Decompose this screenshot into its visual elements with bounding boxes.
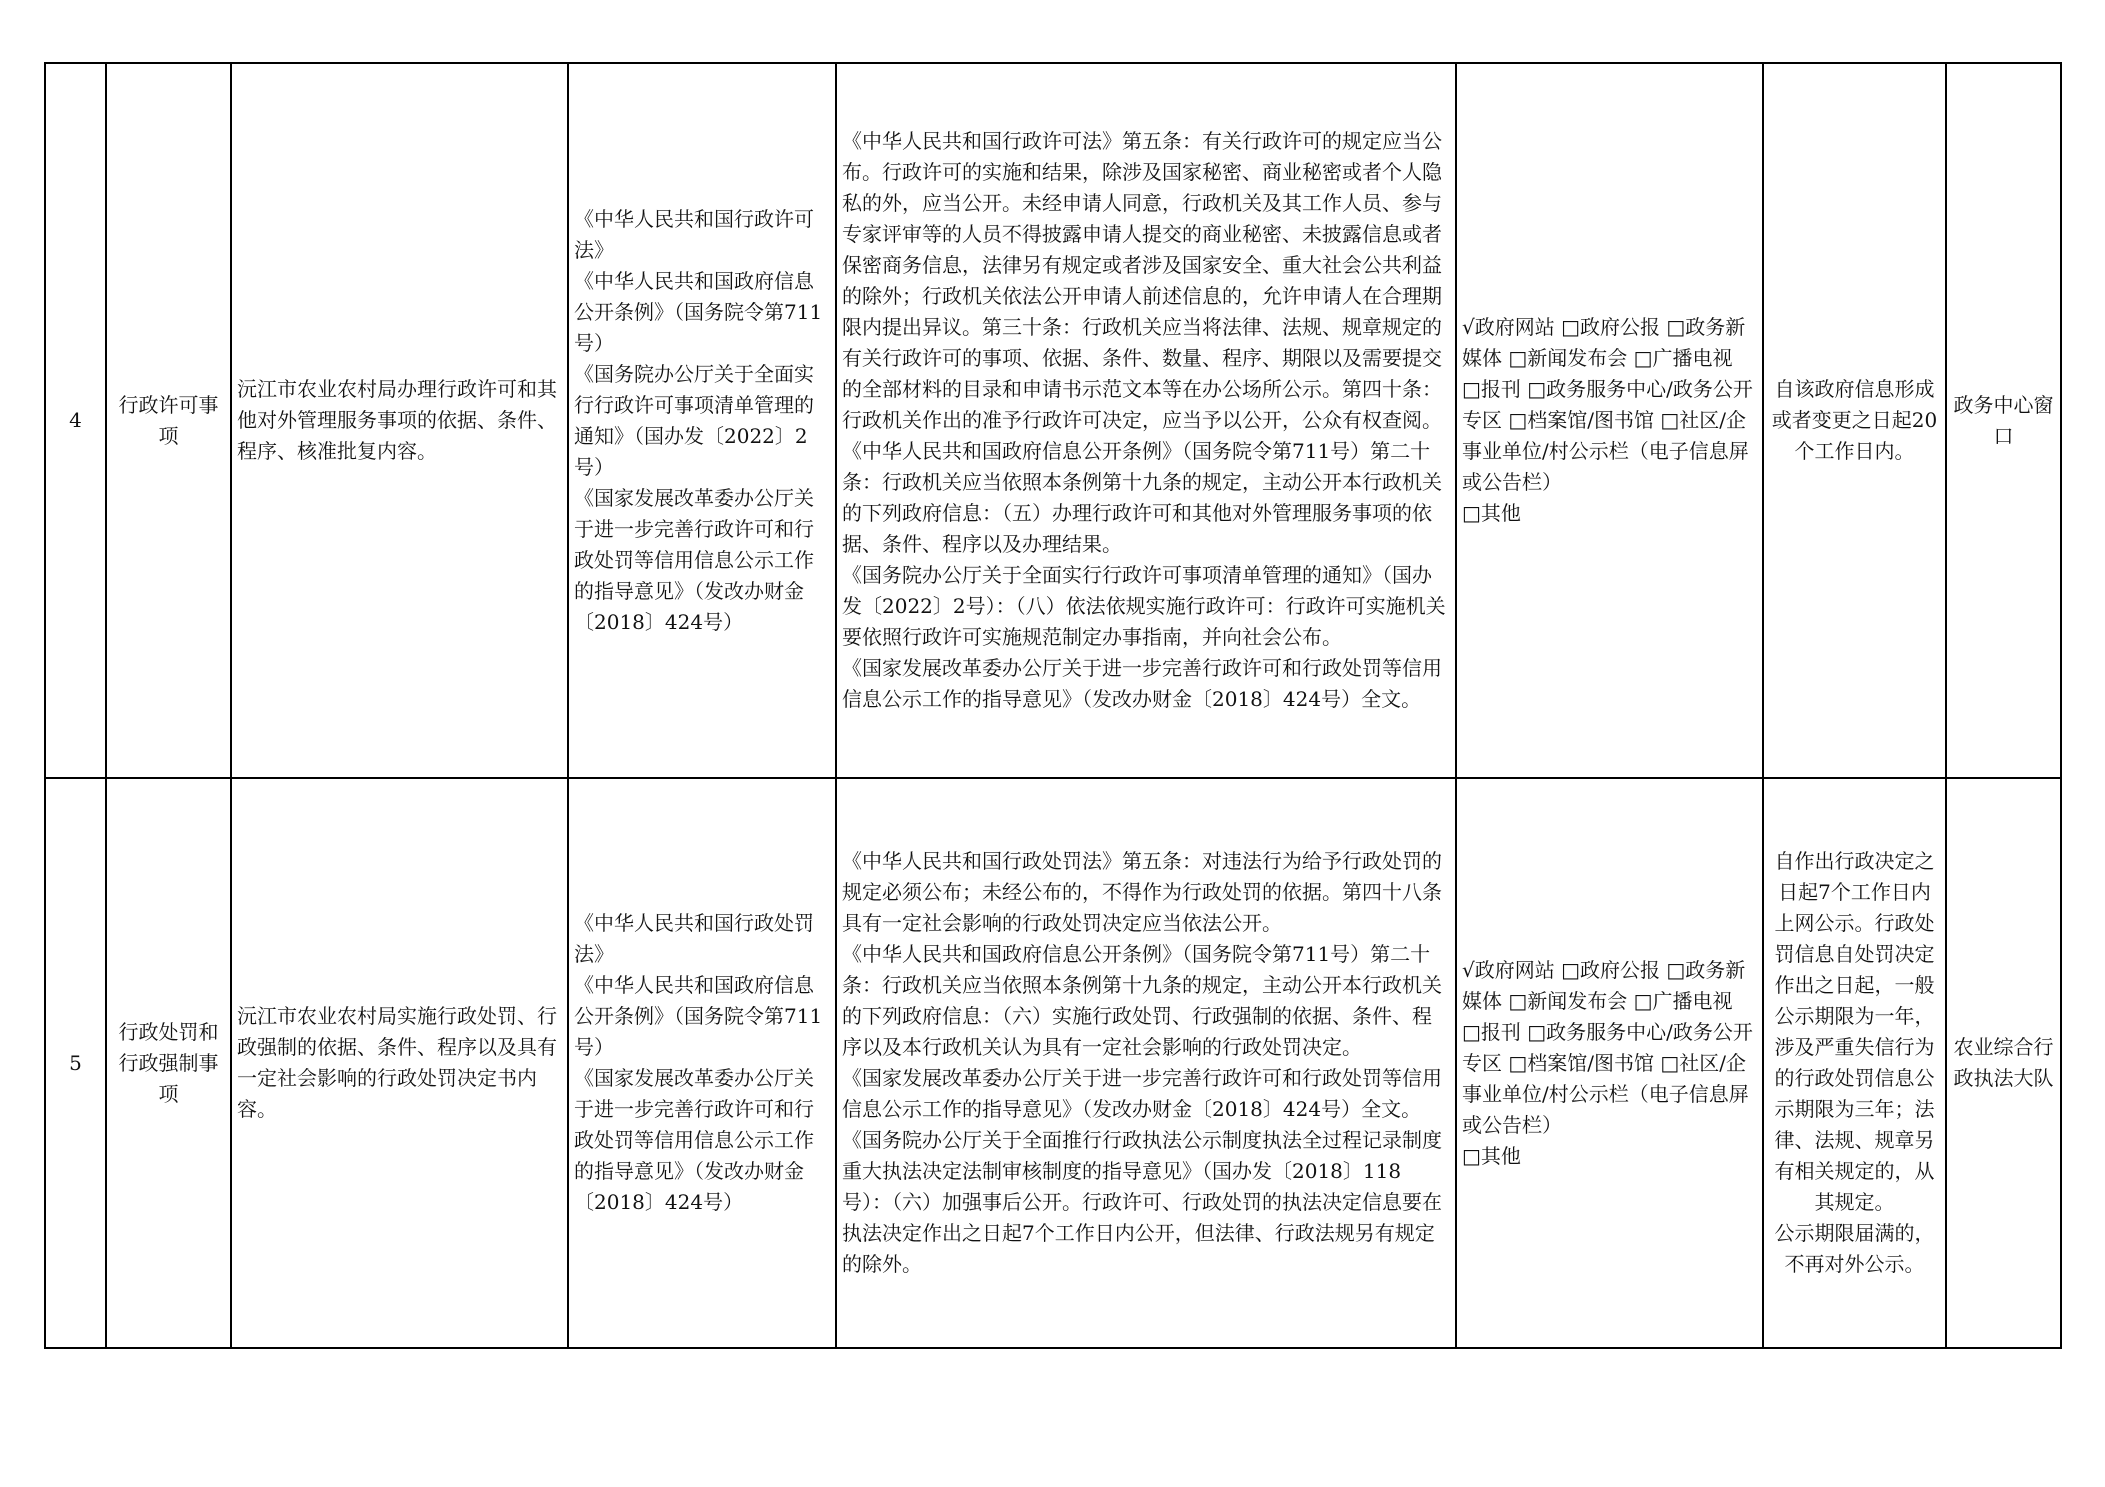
basis-line: 《国家发展改革委办公厅关于进一步完善行政许可和行政处罚等信用信息公示工作的指导意见》（发改办财金〔2018〕424号） bbox=[574, 485, 814, 634]
disclosure-content: 沅江市农业农村局办理行政许可和其他对外管理服务事项的依据、条件、程序、核准批复内容。 bbox=[231, 63, 568, 778]
responsible-body: 农业综合行政执法大队 bbox=[1946, 778, 2061, 1348]
deadline-note: 公示期限届满的，不再对外公示。 bbox=[1774, 1221, 1935, 1276]
basis-line: 《中华人民共和国行政处罚法》 bbox=[574, 911, 814, 966]
channel-cell bbox=[1456, 63, 1763, 778]
basis-cell bbox=[568, 778, 836, 1348]
law-paragraph: 《国家发展改革委办公厅关于进一步完善行政许可和行政处罚等信用信息公示工作的指导意见》（发改办财金〔2018〕424号）全文。 bbox=[842, 656, 1442, 711]
law-paragraph: 《中华人民共和国行政许可法》第五条：有关行政许可的规定应当公布。行政许可的实施和结果，除涉及国家秘密、商业秘密或者个人隐私的外，应当公开。未经申请人同意，行政机关及其工作人员、参与专家评审等的人员不得披露申请人提交的商业秘密、未披露信息或者保密商务信息，法律另有规定或者涉及国家安全、重大社会公共利益的除外；行政机关依法公开申请人前述信息的，允许申请人在合理期限内提出异议。第三十条：行政机关应当将法律、法规、规章规定的有关行政许可的事项、依据、条件、数量、程序、期限以及需要提交的全部材料的目录和申请书示范文本等在办公场所公示。第四十条：行政机关作出的准予行政许可决定，应当予以公开，公众有权查阅。 bbox=[842, 129, 1442, 432]
basis-line: 《中华人民共和国政府信息公开条例》（国务院令第711号） bbox=[574, 973, 823, 1059]
item-name: 行政处罚和行政强制事项 bbox=[106, 778, 231, 1348]
deadline-cell: 自该政府信息形成或者变更之日起20个工作日内。 bbox=[1763, 63, 1946, 778]
item-name: 行政许可事项 bbox=[106, 63, 231, 778]
row-number: 5 bbox=[45, 778, 106, 1348]
law-paragraph: 《中华人民共和国政府信息公开条例》（国务院令第711号）第二十条：行政机关应当依照本条例第十九条的规定，主动公开本行政机关的下列政府信息：（五）办理行政许可和其他对外管理服务事项的依据、条件、程序以及办理结果。 bbox=[842, 439, 1442, 556]
disclosure-table bbox=[44, 62, 2062, 1349]
basis-line: 《中华人民共和国政府信息公开条例》（国务院令第711号） bbox=[574, 268, 823, 355]
deadline-text: 自作出行政决定之日起7个工作日内上网公示。行政处罚信息自处罚决定作出之日起，一般公示期限为一年，涉及严重失信行为的行政处罚信息公示期限为三年；法律、法规、规章另有相关规定的，从其规定。 bbox=[1774, 849, 1935, 1214]
channel-other: □其他 bbox=[1462, 501, 1521, 525]
channel-other: □其他 bbox=[1462, 1143, 1521, 1168]
law-paragraph: 《国家发展改革委办公厅关于进一步完善行政许可和行政处罚等信用信息公示工作的指导意见》（发改办财金〔2018〕424号）全文。 bbox=[842, 1066, 1442, 1121]
law-paragraph: 《中华人民共和国政府信息公开条例》（国务院令第711号）第二十条：行政机关应当依照本条例第十九条的规定，主动公开本行政机关的下列政府信息：（六）实施行政处罚、行政强制的依据、条件、程序以及本行政机关认为具有一定社会影响的行政处罚决定。 bbox=[842, 942, 1442, 1059]
basis-line: 《国务院办公厅关于全面实行行政许可事项清单管理的通知》（国办发〔2022〕2号） bbox=[574, 361, 814, 479]
law-paragraph: 《中华人民共和国行政处罚法》第五条：对违法行为给予行政处罚的规定必须公布；未经公布的，不得作为行政处罚的依据。第四十八条 具有一定社会影响的行政处罚决定应当依法公开。 bbox=[842, 849, 1462, 935]
basis-line: 《中华人民共和国行政许可法》 bbox=[574, 206, 814, 262]
basis-cell bbox=[568, 63, 836, 778]
row-number: 4 bbox=[45, 63, 106, 778]
channel-cell bbox=[1456, 778, 1763, 1348]
table-row bbox=[45, 63, 2061, 778]
channel-options: √政府网站 □政府公报 □政务新媒体 □新闻发布会 □广播电视 □报刊 □政务服务中心/政务公开专区 □档案馆/图书馆 □社区/企事业单位/村公示栏（电子信息屏或公告栏） bbox=[1462, 315, 1753, 494]
law-paragraph: 《国务院办公厅关于全面实行行政许可事项清单管理的通知》（国办发〔2022〕2号）：（八）依法依规实施行政许可：行政许可实施机关要依照行政许可实施规范制定办事指南，并向社会公布。 bbox=[842, 563, 1446, 649]
law-cell bbox=[836, 63, 1456, 778]
channel-options: √政府网站 □政府公报 □政务新媒体 □新闻发布会 □广播电视 □报刊 □政务服务中心/政务公开专区 □档案馆/图书馆 □社区/企事业单位/村公示栏（电子信息屏或公告栏） bbox=[1462, 957, 1753, 1137]
law-paragraph: 《国务院办公厅关于全面推行行政执法公示制度执法全过程记录制度重大执法决定法制审核制度的指导意见》（国办发〔2018〕118号）：（六）加强事后公开。行政许可、行政处罚的执法决定信息要在执法决定作出之日起7个工作日内公开，但法律、行政法规另有规定的除外。 bbox=[842, 1128, 1442, 1276]
responsible-body: 政务中心窗口 bbox=[1946, 63, 2061, 778]
deadline-cell bbox=[1763, 778, 1946, 1348]
table-row bbox=[45, 778, 2061, 1348]
law-cell bbox=[836, 778, 1462, 1348]
disclosure-content: 沅江市农业农村局实施行政处罚、行政强制的依据、条件、程序以及具有一定社会影响的行政处罚决定书内容。 bbox=[231, 778, 568, 1348]
basis-line: 《国家发展改革委办公厅关于进一步完善行政许可和行政处罚等信用信息公示工作的指导意见》（发改办财金〔2018〕424号） bbox=[574, 1066, 814, 1214]
